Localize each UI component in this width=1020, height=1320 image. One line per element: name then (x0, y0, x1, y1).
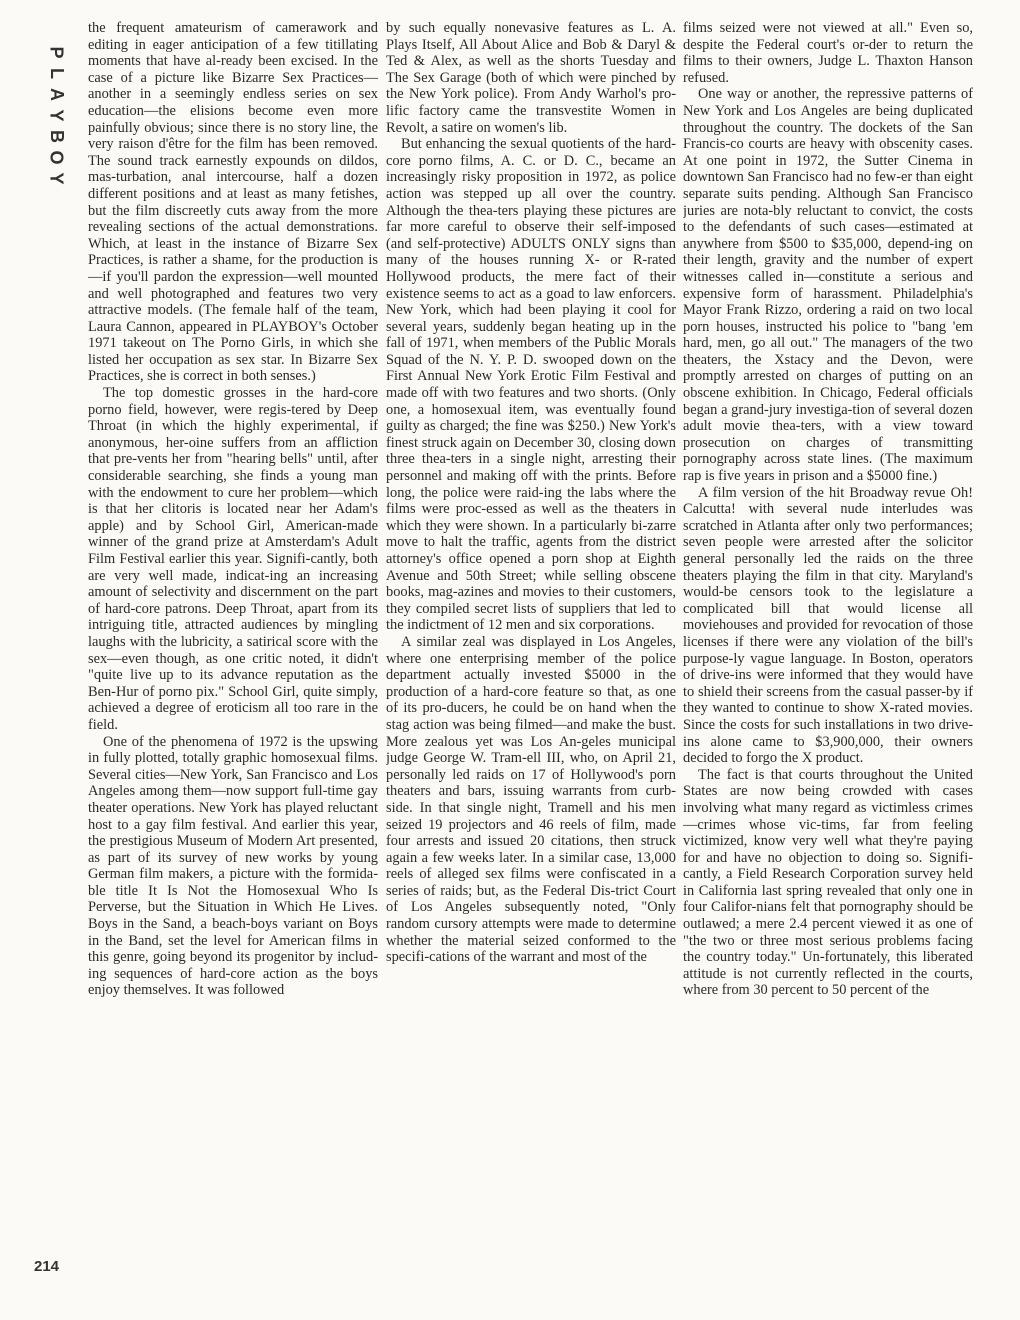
paragraph: One of the phenomena of 1972 is the upswing in fully plotted, totally graphic homosexual films. Several cities—New York, San Francisco and Los Angeles among them—now support full-time gay theater operations. New York has played reluctant host to a gay film festival. And earlier this year, the prestigious Museum of Modern Art presented, as part of its survey of new works by young German film makers, a picture with the formida-ble title It Is Not the Homosexual Who Is Perverse, but the Situation in Which He Lives. Boys in the Sand, a beach-boys variant on Boys in the Band, set the level for American films in this genre, going beyond its progenitor by includ-ing sequences of hard-core action as the boys enjoy themselves. It was followed (88, 733, 378, 999)
paragraph: A film version of the hit Broadway revue Oh! Calcutta! with several nude interludes was scratched in Atlanta after only two performances; seven people were arrested after the solicitor general personally led the raids on the three theaters playing the film in that city. Maryland's would-be censors took to the legislature a complicated bill that would license all moviehouses and provided for revocation of those licenses if there were any violation of the bill's purpose-ly vague language. In Boston, operators of drive-ins were informed that they would have to shield their screens from the casual passer-by if they wanted to continue to show X-rated movies. Since the costs for such installations in two drive-ins alone came to $3,900,000, their owners decided to forgo the X product. (683, 484, 973, 767)
logo-letter: O (46, 150, 67, 165)
page-number: 214 (34, 1258, 60, 1275)
paragraph: One way or another, the repressive patterns of New York and Los Angeles are being duplicated throughout the country. The dockets of the San Francis-co courts are heavy with obscenity cases. At one point in 1972, the Sutter Cinema in downtown San Francisco had no few-er than eight separate suits pending. Although San Francisco juries are nota-bly reluctant to convict, the costs to the defendants of such cases—estimated at anywhere from $500 to $35,000, depend-ing on their length, gravity and the number of expert witnesses called in—constitute a serious and expensive form of harassment. Philadelphia's Mayor Frank Rizzo, ordering a raid on two local porn houses, instructed his police to "bang 'em hard, men, go all out." The managers of the two theaters, the Xstacy and the Devon, were promptly arrested on charges of putting on an obscene exhibition. In Chicago, Federal officials began a grand-jury investiga-tion of several dozen adult movie thea-ters, with a view toward prosecution on charges of transmitting pornography across state lines. (The maximum rap is five years in prison and a $5000 fine.) (683, 86, 973, 485)
logo-letter: Y (46, 109, 67, 122)
paragraph: The top domestic grosses in the hard-core porno field, however, were regis-tered by Deep Throat (in which the highly experimental, if anonymous, her-oine suffers from an affliction that pre-vents her from "hearing bells" until, after considerable searching, she finds a young man with the endowment to cure her problem—which is that her clitoris is located near her Adam's apple) and by School Girl, American-made winner of the grand prize at Amsterdam's Adult Film Festival earlier this year. Signifi-cantly, both are very well made, indicat-ing an increasing amount of selectivity and discernment on the part of hard-core patrons. Deep Throat, apart from its intriguing title, attracted audiences by mingling laughs with the lubricity, a satirical score with the sex—even though, as one critic noted, it didn't "quite live up to its advance reputation as the Ben-Hur of porno pix." School Girl, quite simply, achieved a degree of eroticism all too rare in the field. (88, 385, 378, 733)
column-2 (386, 20, 676, 1300)
logo-letter: Y (46, 172, 67, 185)
logo-letter: A (46, 88, 67, 101)
paragraph: A similar zeal was displayed in Los Angeles, where one enterprising member of the police department actually invested $5000 in the production of a hard-core feature so that, as one of its pro-ducers, he could be on hand when the stag action was being filmed—and make the bust. More zealous yet was Los An-geles municipal judge George W. Tram-ell III, who, on April 21, personally led raids on 17 of Hollywood's porn theaters and bars, issuing warrants from curb-side. In that single night, Tramell and his men seized 19 projectors and 46 reels of film, made four arrests and issued 20 citations, then struck again a few weeks later. In a similar case, 13,000 reels of alleged sex films were confiscated in a series of raids; but, as the Federal Dis-trict Court of Los Angeles subsequently noted, "Only random cursory attempts were made to determine whether the material seized conformed to the specifi-cations of the warrant and most of the (386, 633, 676, 966)
paragraph: the frequent amateurism of camerawork and editing in eager anticipation of a few titillating moments that have al-ready been excised. In the case of a picture like Bizarre Sex Practices—another in a seemingly endless series on sex education—the elisions become even more painfully obvious; since there is no story line, the very raison d'être for the film has been removed. The sound track earnestly expounds on dildos, mas-turbation, anal intercourse, half a dozen different positions and at least as many fetishes, but the film discreetly cuts away from the more revealing sections of the actual demonstrations. Which, at least in the instance of Bizarre Sex Practices, is rather a shame, for the production is —if you'll pardon the expression—well mounted and well photographed and features two very attractive models. (The female half of the team, Laura Cannon, appeared in PLAYBOY's October 1971 takeout on The Porno Girls, in which she listed her occupation as sex star. In Bizarre Sex Practices, she is correct in both senses.) (88, 20, 378, 385)
paragraph: The fact is that courts throughout the United States are now being crowded with cases involving what many regard as victimless crimes—crimes whose vic-tims, far from feeling victimized, know very well what they're paying for and have no objection to doing so. Signifi-cantly, a Field Research Corporation survey held in California last spring revealed that only one in four Califor-nians felt that pornography should be outlawed; a mere 2.4 percent viewed it as one of "the two or three most serious problems facing the country today." Un-fortunately, this liberated attitude is not currently reflected in the courts, where from 30 percent to 50 percent of the (683, 766, 973, 999)
paragraph: But enhancing the sexual quotients of the hard-core porno films, A. C. or D. C., became an increasingly risky proposition in 1972, as police action was stepped up all over the country. Although the thea-ters playing these pictures are far more careful to observe their self-imposed (and self-protective) ADULTS ONLY signs than many of the houses running X- or R-rated Hollywood products, the mere fact of their existence seems to act as a goad to law enforcers. New York, which had been playing it cool for several years, suddenly began heating up in the fall of 1971, when members of the Public Morals Squad of the N. Y. P. D. swooped down on the First Annual New York Erotic Film Festival and made off with two features and two shorts. (Only one, a homosexual item, was eventually found guilty as charged; the fine was $250.) New York's finest struck again on December 30, closing down three thea-ters in a single night, arresting their personnel and making off with the prints. Before long, the police were raid-ing the labs where the films were proc-essed as well as the theaters in which they were shown. In a particularly bi-zarre move to halt the traffic, agents from the district attorney's office opened a porn shop at Eighth Avenue and 50th Street; while selling obscene books, mag-azines and movies to their customers, they compiled secret lists of suppliers that led to the indictment of 12 men and six corporations. (386, 136, 676, 634)
paragraph: by such equally nonevasive features as L. A. Plays Itself, All About Alice and Bob & Daryl & Ted & Alex, as well as the shorts Tuesday and The Sex Garage (both of which were pinched by the New York police). From Andy Warhol's pro-lific factory came the transvestite Women in Revolt, a satire on women's lib. (386, 20, 676, 136)
logo-letter: L (46, 68, 67, 79)
logo-letter: P (46, 46, 67, 59)
logo-letter: B (46, 130, 67, 143)
playboy-vertical-logo (44, 42, 68, 189)
paragraph: films seized were not viewed at all." Even so, despite the Federal court's or-der to return the films to their owners, Judge L. Thaxton Hanson refused. (683, 20, 973, 86)
column-3 (683, 20, 973, 1300)
column-1 (88, 20, 378, 1300)
